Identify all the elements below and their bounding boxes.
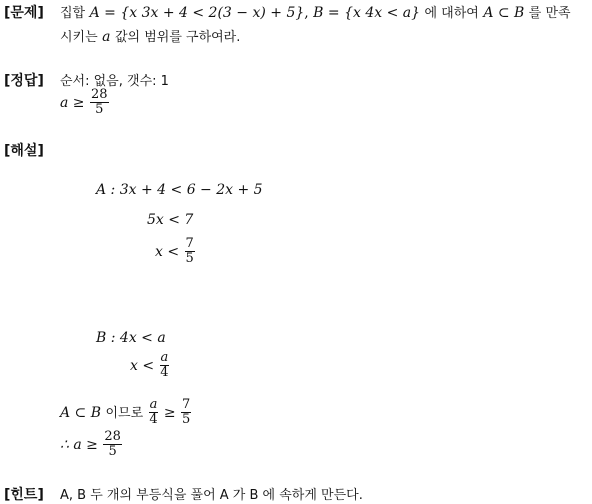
answer-fraction <box>90 88 109 118</box>
variable-a: a <box>102 29 111 45</box>
problem-line1-end: 를 만족 <box>528 6 571 21</box>
solution-c-line <box>60 398 192 428</box>
answer-meta: 순서: 없음, 갯수: 1 <box>60 74 169 89</box>
c-numerator-1: a <box>149 397 158 412</box>
answer-numerator: 28 <box>90 87 108 102</box>
solution-tag: [해설] <box>4 143 44 159</box>
problem-line2-prefix: 시키는 <box>60 30 98 45</box>
answer-lhs: a ≥ <box>60 94 85 111</box>
d-lhs: ∴ a ≥ <box>60 436 98 453</box>
subset-expression: A ⊂ B <box>483 5 525 21</box>
c-fraction-2 <box>181 398 191 428</box>
set-a-definition: A = {x 3x + 4 < 2(3 − x) + 5} <box>89 5 305 21</box>
answer-expression <box>60 88 110 118</box>
solution-b-line-1: B : 4x < a <box>96 330 166 346</box>
c-denominator-2: 5 <box>182 412 191 428</box>
d-numerator: 28 <box>104 429 121 444</box>
b-line2-lhs: x < <box>130 357 155 374</box>
c-numerator-2: 7 <box>182 397 191 412</box>
c-fraction-1 <box>149 398 159 428</box>
d-denominator: 5 <box>108 444 117 460</box>
a-line3-lhs: x < <box>155 243 180 260</box>
solution-a-line-1: A : 3x + 4 < 6 − 2x + 5 <box>96 182 263 198</box>
problem-line2-end: 값의 범위를 구하여라. <box>114 30 241 45</box>
problem-mid: 에 대하여 <box>424 6 479 21</box>
solution-a-line-3 <box>155 237 196 267</box>
answer-denominator: 5 <box>95 102 104 118</box>
solution-d-line <box>60 430 123 460</box>
solution-b-line-2 <box>130 351 170 381</box>
problem-line-1 <box>60 2 571 21</box>
problem-line-2 <box>60 26 240 45</box>
c-text: 이므로 <box>105 405 144 421</box>
answer-tag: [정답] <box>4 73 44 89</box>
b-line2-denominator: 4 <box>160 365 169 381</box>
a-line3-fraction <box>185 237 195 267</box>
b-line2-fraction <box>160 351 170 381</box>
set-b-definition: B = {x 4x < a} <box>313 5 421 21</box>
c-ge: ≥ <box>163 404 176 421</box>
c-subset: A ⊂ B <box>60 404 102 421</box>
problem-tag: [문제] <box>4 5 44 21</box>
b-line2-numerator: a <box>160 350 169 365</box>
d-fraction <box>103 430 122 460</box>
a-line3-numerator: 7 <box>185 236 194 251</box>
solution-a-line-2: 5x < 7 <box>147 212 194 228</box>
hint-text: A, B 두 개의 부등식을 풀어 A 가 B 에 속하게 만든다. <box>60 488 363 503</box>
comma: , <box>304 5 309 21</box>
hint-tag: [힌트] <box>4 487 44 503</box>
a-line3-denominator: 5 <box>185 251 194 267</box>
problem-prefix: 집합 <box>60 6 86 21</box>
c-denominator-1: 4 <box>149 412 158 428</box>
